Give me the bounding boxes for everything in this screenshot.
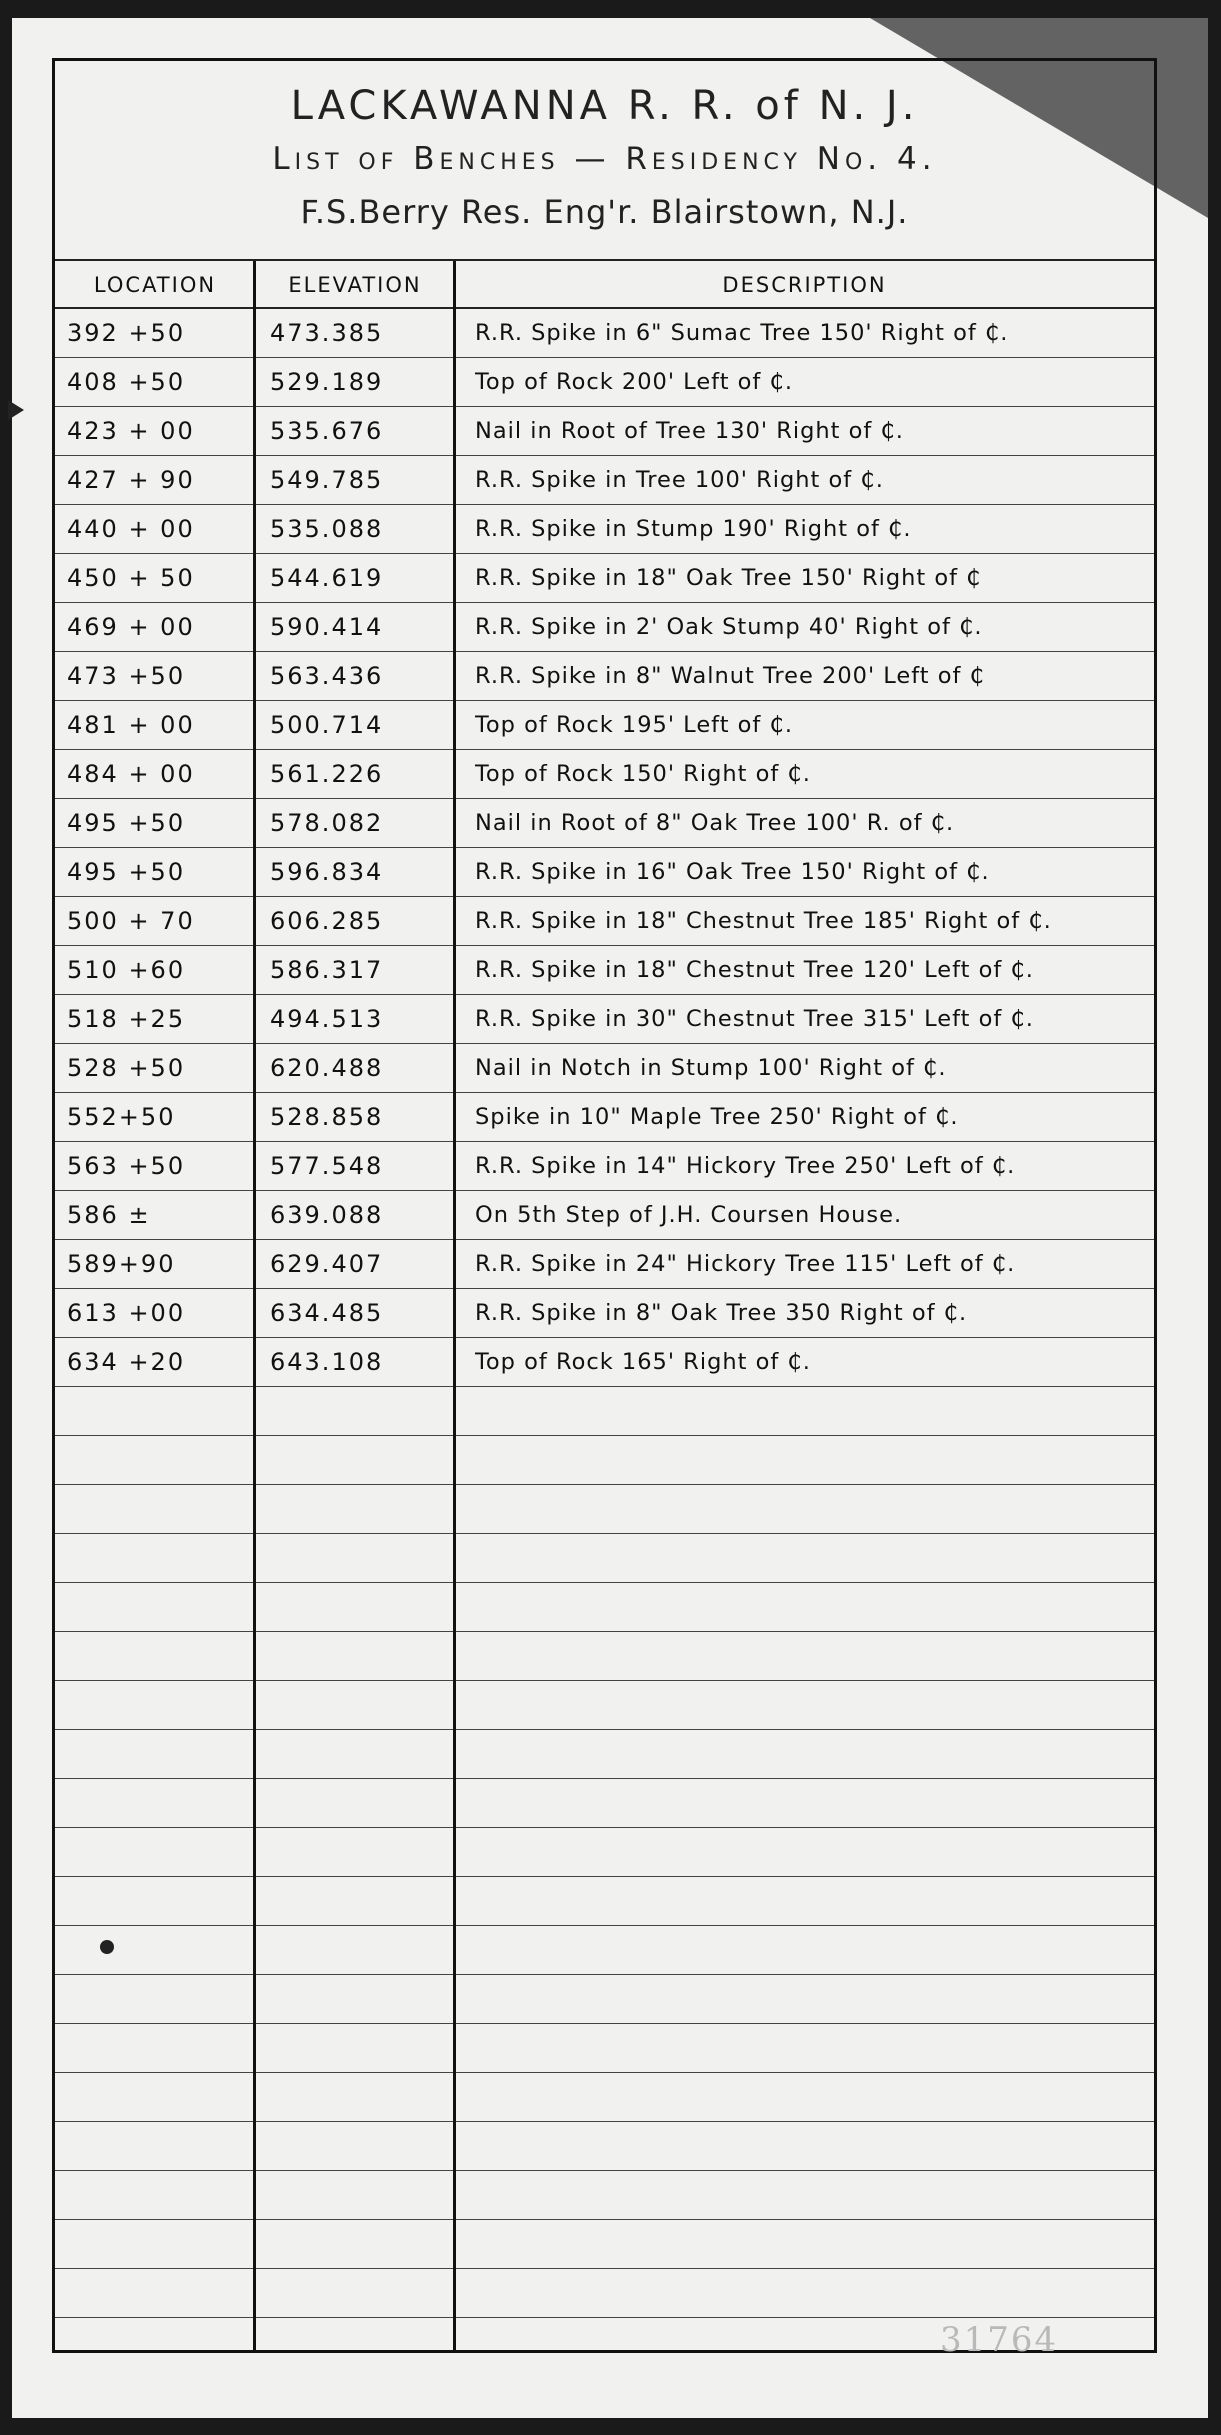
- table-row: [55, 2073, 1154, 2122]
- description-cell: R.R. Spike in 18" Chestnut Tree 120' Left of ₵.: [475, 957, 1034, 983]
- description-cell: R.R. Spike in 30" Chestnut Tree 315' Left of ₵.: [475, 1006, 1034, 1032]
- column-header-description: DESCRIPTION: [455, 261, 1154, 309]
- elevation-cell: 586.317: [270, 956, 384, 984]
- table-row: [55, 750, 1154, 799]
- table-row: [55, 1093, 1154, 1142]
- description-cell: R.R. Spike in 2' Oak Stump 40' Right of ₵.: [475, 614, 983, 640]
- table-row: [55, 1779, 1154, 1828]
- elevation-cell: 606.285: [270, 907, 384, 935]
- location-cell: 586 ±: [67, 1201, 151, 1229]
- table-row: [55, 603, 1154, 652]
- description-cell: Nail in Notch in Stump 100' Right of ₵.: [475, 1055, 947, 1081]
- description-cell: R.R. Spike in 6" Sumac Tree 150' Right of ₵.: [475, 320, 1009, 346]
- description-cell: R.R. Spike in 16" Oak Tree 150' Right of ₵.: [475, 859, 990, 885]
- elevation-cell: 596.834: [270, 858, 384, 886]
- table-row: [55, 946, 1154, 995]
- elevation-cell: 500.714: [270, 711, 384, 739]
- table-row: [55, 505, 1154, 554]
- bench-list-form: [52, 58, 1157, 2353]
- location-cell: 563 +50: [67, 1152, 186, 1180]
- column-header-location: LOCATION: [55, 261, 255, 309]
- table-row: [55, 2220, 1154, 2269]
- location-cell: 473 +50: [67, 662, 186, 690]
- table-row: [55, 1681, 1154, 1730]
- elevation-cell: 494.513: [270, 1005, 384, 1033]
- table-row: [55, 848, 1154, 897]
- location-cell: 481 + 00: [67, 711, 195, 739]
- location-cell: 484 + 00: [67, 760, 195, 788]
- elevation-cell: 535.676: [270, 417, 384, 445]
- table-row: [55, 1877, 1154, 1926]
- location-cell: 495 +50: [67, 809, 186, 837]
- location-cell: 450 + 50: [67, 564, 195, 592]
- table-row: [55, 309, 1154, 358]
- elevation-cell: 643.108: [270, 1348, 384, 1376]
- table-row: [55, 1436, 1154, 1485]
- elevation-cell: 563.436: [270, 662, 384, 690]
- table-row: [55, 407, 1154, 456]
- location-cell: 469 + 00: [67, 613, 195, 641]
- table-row: [55, 1583, 1154, 1632]
- description-cell: On 5th Step of J.H. Coursen House.: [475, 1202, 903, 1228]
- table-row: [55, 799, 1154, 848]
- table-row: [55, 2024, 1154, 2073]
- elevation-cell: 535.088: [270, 515, 384, 543]
- table-row: [55, 1142, 1154, 1191]
- table-row: [55, 1828, 1154, 1877]
- description-cell: R.R. Spike in 8" Walnut Tree 200' Left of ₵: [475, 663, 985, 689]
- elevation-cell: 473.385: [270, 319, 384, 347]
- location-cell: 408 +50: [67, 368, 186, 396]
- column-divider: [453, 261, 456, 2350]
- description-cell: R.R. Spike in Stump 190' Right of ₵.: [475, 516, 912, 542]
- table-row: [55, 897, 1154, 946]
- elevation-cell: 639.088: [270, 1201, 384, 1229]
- table-row: [55, 1485, 1154, 1534]
- location-cell: 552+50: [67, 1103, 176, 1131]
- description-cell: Top of Rock 200' Left of ₵.: [475, 369, 793, 395]
- table-row: [55, 2122, 1154, 2171]
- location-cell: 589+90: [67, 1250, 176, 1278]
- elevation-cell: 620.488: [270, 1054, 384, 1082]
- location-cell: 500 + 70: [67, 907, 195, 935]
- location-cell: 613 +00: [67, 1299, 186, 1327]
- document-number-stamp: 31764: [940, 2320, 1059, 2360]
- elevation-cell: 528.858: [270, 1103, 384, 1131]
- table-row: [55, 358, 1154, 407]
- elevation-cell: 629.407: [270, 1250, 384, 1278]
- column-header-elevation: ELEVATION: [255, 261, 455, 309]
- description-cell: R.R. Spike in 18" Chestnut Tree 185' Right of ₵.: [475, 908, 1052, 934]
- table-row: [55, 1338, 1154, 1387]
- location-cell: 440 + 00: [67, 515, 195, 543]
- location-cell: 510 +60: [67, 956, 186, 984]
- location-cell: 518 +25: [67, 1005, 186, 1033]
- elevation-cell: 577.548: [270, 1152, 384, 1180]
- table-row: [55, 456, 1154, 505]
- form-subtitle: List of Benches — Residency No. 4.: [272, 141, 937, 177]
- location-cell: 423 + 00: [67, 417, 195, 445]
- elevation-cell: 549.785: [270, 466, 384, 494]
- elevation-cell: 544.619: [270, 564, 384, 592]
- location-cell: 392 +50: [67, 319, 186, 347]
- form-header: [55, 61, 1154, 261]
- table-row: [55, 2171, 1154, 2220]
- description-cell: Top of Rock 195' Left of ₵.: [475, 712, 793, 738]
- description-cell: Top of Rock 165' Right of ₵.: [475, 1349, 811, 1375]
- table-row: [55, 1044, 1154, 1093]
- table-row: [55, 1240, 1154, 1289]
- table-row: [55, 1534, 1154, 1583]
- location-cell: 427 + 90: [67, 466, 195, 494]
- description-cell: R.R. Spike in Tree 100' Right of ₵.: [475, 467, 884, 493]
- elevation-cell: 561.226: [270, 760, 384, 788]
- table-row: [55, 2269, 1154, 2318]
- elevation-cell: 578.082: [270, 809, 384, 837]
- edge-mark: [8, 400, 24, 420]
- description-cell: Spike in 10" Maple Tree 250' Right of ₵.: [475, 1104, 959, 1130]
- description-cell: Top of Rock 150' Right of ₵.: [475, 761, 811, 787]
- table-row: [55, 1289, 1154, 1338]
- table-row: [55, 1926, 1154, 1975]
- table-row: [55, 1975, 1154, 2024]
- column-divider: [253, 261, 256, 2350]
- table-row: [55, 995, 1154, 1044]
- table-row: [55, 554, 1154, 603]
- elevation-cell: 590.414: [270, 613, 384, 641]
- form-title: LACKAWANNA R. R. of N. J.: [290, 83, 919, 129]
- table-row: [55, 1632, 1154, 1681]
- description-cell: R.R. Spike in 18" Oak Tree 150' Right of ₵: [475, 565, 982, 591]
- table-row: [55, 1387, 1154, 1436]
- location-cell: 528 +50: [67, 1054, 186, 1082]
- description-cell: R.R. Spike in 8" Oak Tree 350 Right of ₵.: [475, 1300, 968, 1326]
- description-cell: Nail in Root of Tree 130' Right of ₵.: [475, 418, 904, 444]
- table-row: [55, 1730, 1154, 1779]
- description-cell: R.R. Spike in 14" Hickory Tree 250' Left of ₵.: [475, 1153, 1016, 1179]
- location-cell: 634 +20: [67, 1348, 186, 1376]
- location-cell: 495 +50: [67, 858, 186, 886]
- elevation-cell: 529.189: [270, 368, 384, 396]
- table-row: [55, 652, 1154, 701]
- description-cell: R.R. Spike in 24" Hickory Tree 115' Left of ₵.: [475, 1251, 1016, 1277]
- table-row: [55, 1191, 1154, 1240]
- elevation-cell: 634.485: [270, 1299, 384, 1327]
- table-row: [55, 701, 1154, 750]
- engineer-line: F.S.Berry Res. Eng'r. Blairstown, N.J.: [300, 193, 909, 231]
- description-cell: Nail in Root of 8" Oak Tree 100' R. of ₵.: [475, 810, 955, 836]
- ink-spot: [100, 1940, 114, 1954]
